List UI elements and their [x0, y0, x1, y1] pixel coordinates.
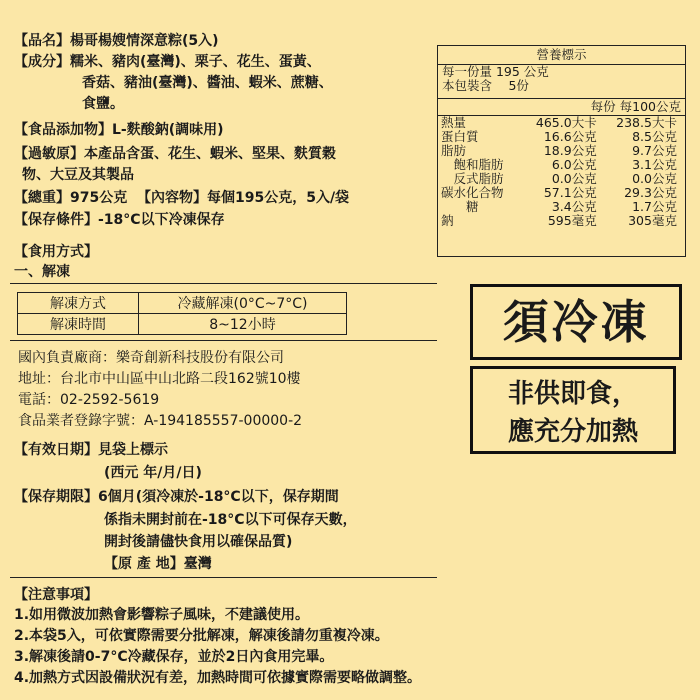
nutrient-name: 碳水化合物 — [441, 185, 504, 200]
servings-per-pack: 本包裝含 5份 — [442, 78, 529, 93]
per-serving-unit: 公克 — [571, 171, 597, 186]
weight-row — [14, 189, 349, 207]
nutrition-row — [438, 214, 685, 228]
heat-warning-box — [470, 366, 676, 454]
name-label: 【品名】 — [14, 33, 70, 49]
expiry-row — [14, 441, 168, 459]
note-item-4: 4.加熱方式因設備狀況有差，加熱時間可依據實際需要略做調整。 — [14, 670, 422, 686]
per-100g-value: 1.7 — [632, 199, 652, 214]
additive-value: L-麩酸鈉(調味用) — [112, 122, 224, 138]
nutrition-title: 營養標示 — [438, 46, 685, 65]
ingredients-line3: 食鹽。 — [82, 96, 124, 112]
per-serving-value: 6.0 — [551, 157, 572, 172]
thaw-table — [17, 292, 347, 335]
storage-label: 【保存條件】 — [14, 212, 98, 228]
manufacturer-address: 地址：台北市中山區中山北路二段162號10樓 — [18, 371, 301, 387]
nutrition-row — [438, 158, 685, 172]
frozen-warning-box: 須冷凍 — [470, 284, 682, 360]
per-100g-value: 238.5 — [616, 115, 652, 130]
expiry-format: (西元 年/月/日) — [104, 465, 202, 481]
manufacturer-phone: 電話：02-2592-5619 — [18, 392, 160, 408]
table-row — [18, 293, 347, 314]
serving-size: 每一份量 195 公克 — [442, 64, 549, 79]
per-serving-value: 3.4 — [551, 199, 572, 214]
nutrient-name: 飽和脂肪 — [441, 157, 504, 172]
manufacturer-registration: 食品業者登錄字號：A-194185557-00000-2 — [18, 413, 303, 429]
nutrition-serving-info — [438, 65, 685, 99]
nutrient-name: 蛋白質 — [441, 129, 479, 144]
expiry-label: 【有效日期】 — [14, 442, 98, 458]
note-item-1: 1.如用微波加熱會影響粽子風味，不建議使用。 — [14, 607, 310, 623]
manufacturer-divider — [10, 340, 437, 341]
per-serving-unit: 公克 — [571, 185, 597, 200]
per-serving-value: 595 — [547, 213, 572, 228]
ingredients-row — [14, 53, 321, 71]
notes-divider — [10, 577, 437, 578]
shelf-life-label: 【保存期限】 — [14, 489, 98, 505]
product-name: 楊哥楊嫂情深意粽(5入) — [70, 33, 219, 49]
thaw-method-label: 解凍方式 — [18, 293, 139, 314]
allergen-line2: 物、大豆及其製品 — [22, 167, 134, 183]
nutrition-row — [438, 200, 685, 214]
notes-title: 【注意事項】 — [14, 587, 98, 603]
thaw-time-label: 解凍時間 — [18, 314, 139, 335]
manufacturer-name: 國內負責廠商：樂奇創新科技股份有限公司 — [18, 350, 284, 366]
per-serving-unit: 大卡 — [571, 115, 597, 130]
table-row — [18, 314, 347, 335]
per-100g-unit: 公克 — [651, 199, 677, 214]
origin-value: 臺灣 — [183, 556, 212, 572]
per-serving-value: 57.1 — [543, 185, 572, 200]
per-100g-unit: 公克 — [651, 143, 677, 158]
shelf-life-line1: 6個月(須冷凍於-18°C以下，保存期間 — [98, 489, 339, 505]
content-label: 【內容物】 — [136, 190, 207, 206]
nutrition-table — [437, 45, 686, 257]
col-per-serving: 每份 — [590, 99, 616, 114]
nutrient-name: 糖 — [441, 199, 479, 214]
nutrition-row — [438, 116, 685, 130]
storage-value: -18°C以下冷凍保存 — [98, 212, 225, 228]
per-serving-unit: 公克 — [571, 157, 597, 172]
per-100g-value: 8.5 — [632, 129, 652, 144]
heat-warning-line2: 應充分加熱 — [507, 417, 638, 447]
per-100g-value: 3.1 — [632, 157, 652, 172]
per-100g-value: 0.0 — [632, 171, 652, 186]
per-serving-value: 0.0 — [551, 171, 572, 186]
allergen-label: 【過敏原】 — [14, 146, 84, 162]
nutrient-name: 鈉 — [441, 213, 454, 228]
per-serving-value: 16.6 — [543, 129, 572, 144]
origin-row — [104, 555, 212, 573]
nutrient-name: 熱量 — [441, 115, 467, 130]
per-100g-unit: 公克 — [651, 129, 677, 144]
nutrient-name: 反式脂肪 — [441, 171, 504, 186]
per-100g-value: 29.3 — [624, 185, 652, 200]
content-value: 每個195公克，5入/袋 — [206, 190, 350, 206]
heat-warning-line1: 非供即食， — [507, 379, 638, 409]
additive-row — [14, 121, 224, 139]
per-serving-unit: 毫克 — [571, 213, 597, 228]
product-name-row — [14, 32, 219, 50]
per-serving-unit: 公克 — [571, 129, 597, 144]
shelf-life-row — [14, 488, 339, 506]
storage-row — [14, 211, 225, 229]
per-100g-unit: 大卡 — [651, 115, 677, 130]
per-100g-unit: 公克 — [651, 185, 677, 200]
per-100g-value: 305 — [628, 213, 652, 228]
nutrition-rows — [438, 116, 685, 228]
usage-title: 【食用方式】 — [14, 244, 98, 260]
weight-label: 【總重】 — [14, 190, 70, 206]
nutrition-row — [438, 172, 685, 186]
per-serving-unit: 公克 — [571, 143, 597, 158]
per-100g-unit: 公克 — [651, 171, 677, 186]
nutrient-name: 脂肪 — [441, 143, 467, 158]
weight-value: 975公克 — [70, 190, 128, 206]
per-serving-value: 18.9 — [543, 143, 572, 158]
col-per-100g: 每100公克 — [619, 99, 681, 114]
per-100g-unit: 毫克 — [651, 213, 677, 228]
ingredients-line1: 糯米、豬肉(臺灣)、栗子、花生、蛋黃、 — [70, 54, 321, 70]
additive-label: 【食品添加物】 — [14, 122, 112, 138]
per-serving-value: 465.0 — [535, 115, 572, 130]
per-serving-unit: 公克 — [571, 199, 597, 214]
shelf-life-line2: 係指未開封前在-18°C以下可保存天數， — [104, 512, 357, 528]
usage-divider — [10, 283, 437, 284]
thaw-method-value: 冷藏解凍(0°C~7°C) — [139, 293, 347, 314]
note-item-2: 2.本袋5入，可依實際需要分批解凍，解凍後請勿重複冷凍。 — [14, 628, 389, 644]
usage-step1: 一、解凍 — [14, 264, 70, 280]
allergen-row — [14, 145, 336, 163]
nutrition-header — [438, 99, 685, 116]
shelf-life-line3: 開封後請儘快食用以確保品質) — [104, 534, 293, 550]
nutrition-row — [438, 144, 685, 158]
per-100g-value: 9.7 — [632, 143, 652, 158]
allergen-line1: 本產品含蛋、花生、蝦米、堅果、麩質穀 — [84, 146, 336, 162]
nutrition-row — [438, 186, 685, 200]
expiry-value: 見袋上標示 — [98, 442, 168, 458]
thaw-time-value: 8~12小時 — [139, 314, 347, 335]
nutrition-row — [438, 130, 685, 144]
per-100g-unit: 公克 — [651, 157, 677, 172]
origin-label: 【原 產 地】 — [104, 556, 184, 572]
ingredients-line2: 香菇、豬油(臺灣)、醬油、蝦米、蔗糖、 — [82, 75, 333, 91]
ingredients-label: 【成分】 — [14, 54, 70, 70]
note-item-3: 3.解凍後請0-7°C冷藏保存，並於2日內食用完畢。 — [14, 649, 334, 665]
